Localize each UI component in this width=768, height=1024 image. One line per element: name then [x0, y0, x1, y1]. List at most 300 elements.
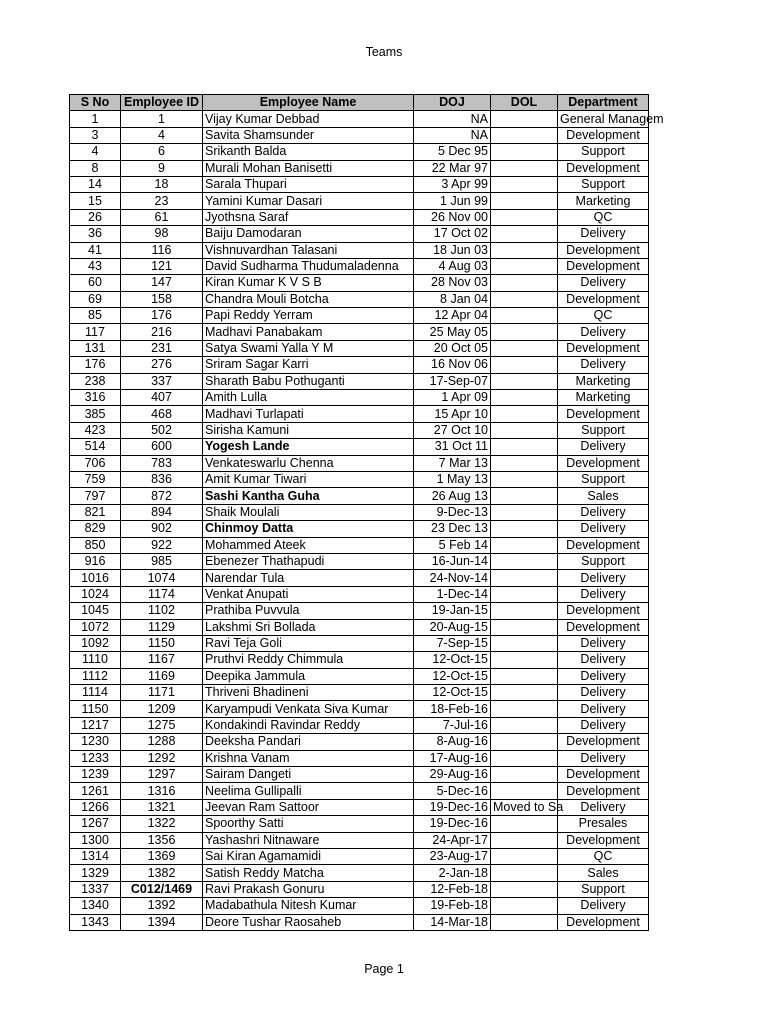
- cell-sno: 1114: [70, 685, 121, 701]
- cell-dol: [491, 242, 558, 258]
- table-row: [70, 209, 649, 225]
- cell-department: Marketing: [558, 193, 649, 209]
- cell-employee-id: 1392: [121, 898, 203, 914]
- cell-department: Development: [558, 783, 649, 799]
- cell-department: Sales: [558, 865, 649, 881]
- cell-employee-name: Vishnuvardhan Talasani: [203, 242, 414, 258]
- header-row: [70, 95, 649, 111]
- cell-department: Support: [558, 881, 649, 897]
- table-body: [70, 111, 664, 931]
- cell-department: Support: [558, 144, 649, 160]
- cell-employee-id: 216: [121, 324, 203, 340]
- cell-doj: 3 Apr 99: [414, 176, 491, 192]
- cell-employee-name: Shaik Moulali: [203, 504, 414, 520]
- cell-employee-name: Deepika Jammula: [203, 668, 414, 684]
- cell-employee-id: 1369: [121, 848, 203, 864]
- cell-sno: 916: [70, 553, 121, 569]
- cell-employee-name: Baiju Damodaran: [203, 226, 414, 242]
- cell-dol: [491, 340, 558, 356]
- cell-department: Delivery: [558, 357, 649, 373]
- cell-sno: 514: [70, 439, 121, 455]
- cell-sno: 829: [70, 521, 121, 537]
- table-row: [70, 553, 649, 569]
- table-row: [70, 701, 649, 717]
- page-title: Teams: [365, 45, 403, 59]
- cell-doj: 7-Sep-15: [414, 635, 491, 651]
- cell-sno: 1092: [70, 635, 121, 651]
- cell-employee-name: Sai Kiran Agamamidi: [203, 848, 414, 864]
- cell-employee-id: 1167: [121, 652, 203, 668]
- cell-sno: 1266: [70, 799, 121, 815]
- cell-employee-id: 407: [121, 390, 203, 406]
- cell-doj: 4 Aug 03: [414, 258, 491, 274]
- cell-dol: [491, 750, 558, 766]
- cell-dol: [491, 914, 558, 930]
- cell-employee-id: 468: [121, 406, 203, 422]
- cell-employee-name: Sairam Dangeti: [203, 767, 414, 783]
- cell-employee-id: 121: [121, 258, 203, 274]
- cell-department: Delivery: [558, 504, 649, 520]
- cell-employee-name: Yamini Kumar Dasari: [203, 193, 414, 209]
- cell-sno: 1217: [70, 717, 121, 733]
- cell-department: Development: [558, 537, 649, 553]
- cell-employee-id: 337: [121, 373, 203, 389]
- cell-dol: [491, 734, 558, 750]
- cell-dol: [491, 471, 558, 487]
- cell-department: Delivery: [558, 521, 649, 537]
- cell-doj: 7 Mar 13: [414, 455, 491, 471]
- cell-employee-id: 276: [121, 357, 203, 373]
- cell-doj: 5 Feb 14: [414, 537, 491, 553]
- cell-doj: 20 Oct 05: [414, 340, 491, 356]
- column-header-doj: DOJ: [414, 95, 491, 111]
- table-row: [70, 848, 649, 864]
- cell-dol: [491, 783, 558, 799]
- cell-dol: [491, 357, 558, 373]
- cell-employee-id: 18: [121, 176, 203, 192]
- cell-sno: 3: [70, 127, 121, 143]
- cell-department: Delivery: [558, 701, 649, 717]
- cell-department: Delivery: [558, 275, 649, 291]
- cell-department: Delivery: [558, 652, 649, 668]
- table-row: [70, 570, 649, 586]
- cell-sno: 316: [70, 390, 121, 406]
- cell-employee-id: 1150: [121, 635, 203, 651]
- table-row: [70, 537, 649, 553]
- cell-dol: [491, 504, 558, 520]
- table-row: [70, 652, 649, 668]
- cell-doj: 1-Dec-14: [414, 586, 491, 602]
- cell-doj: 26 Nov 00: [414, 209, 491, 225]
- table-row: [70, 308, 649, 324]
- cell-doj: 9-Dec-13: [414, 504, 491, 520]
- cell-doj: 24-Nov-14: [414, 570, 491, 586]
- cell-dol: [491, 537, 558, 553]
- cell-employee-name: Yashashri Nitnaware: [203, 832, 414, 848]
- cell-employee-name: Sirisha Kamuni: [203, 422, 414, 438]
- table-row: [70, 357, 649, 373]
- table-row: [70, 816, 649, 832]
- table-row: [70, 144, 649, 160]
- cell-sno: 69: [70, 291, 121, 307]
- cell-sno: 60: [70, 275, 121, 291]
- cell-sno: 1150: [70, 701, 121, 717]
- cell-doj: 18-Feb-16: [414, 701, 491, 717]
- table-row: [70, 373, 649, 389]
- cell-employee-id: 147: [121, 275, 203, 291]
- cell-employee-id: 1209: [121, 701, 203, 717]
- cell-department: Delivery: [558, 750, 649, 766]
- cell-employee-name: Narendar Tula: [203, 570, 414, 586]
- cell-sno: 1239: [70, 767, 121, 783]
- cell-doj: 29-Aug-16: [414, 767, 491, 783]
- cell-dol: [491, 685, 558, 701]
- cell-sno: 1329: [70, 865, 121, 881]
- cell-sno: 385: [70, 406, 121, 422]
- cell-employee-id: 1316: [121, 783, 203, 799]
- table-row: [70, 832, 649, 848]
- cell-employee-id: 1292: [121, 750, 203, 766]
- cell-doj: 19-Dec-16: [414, 816, 491, 832]
- cell-department: Delivery: [558, 668, 649, 684]
- cell-dol: [491, 439, 558, 455]
- cell-employee-id: 1: [121, 111, 203, 127]
- cell-doj: 8-Aug-16: [414, 734, 491, 750]
- cell-sno: 797: [70, 488, 121, 504]
- cell-employee-id: 985: [121, 553, 203, 569]
- cell-employee-name: Thriveni Bhadineni: [203, 685, 414, 701]
- cell-employee-id: 23: [121, 193, 203, 209]
- cell-doj: 19-Jan-15: [414, 603, 491, 619]
- cell-dol: [491, 308, 558, 324]
- cell-employee-name: Pruthvi Reddy Chimmula: [203, 652, 414, 668]
- cell-dol: [491, 422, 558, 438]
- cell-sno: 41: [70, 242, 121, 258]
- cell-employee-name: David Sudharma Thudumaladenna: [203, 258, 414, 274]
- cell-dol: [491, 258, 558, 274]
- cell-department: Delivery: [558, 717, 649, 733]
- cell-employee-name: Satya Swami Yalla Y M: [203, 340, 414, 356]
- cell-doj: 8 Jan 04: [414, 291, 491, 307]
- column-header-dol: DOL: [491, 95, 558, 111]
- cell-dol: [491, 570, 558, 586]
- cell-sno: 1340: [70, 898, 121, 914]
- cell-sno: 131: [70, 340, 121, 356]
- cell-employee-id: 1288: [121, 734, 203, 750]
- cell-employee-id: 502: [121, 422, 203, 438]
- cell-doj: 23-Aug-17: [414, 848, 491, 864]
- cell-dol: [491, 881, 558, 897]
- cell-employee-id: 158: [121, 291, 203, 307]
- table-row: [70, 291, 649, 307]
- cell-department: Development: [558, 160, 649, 176]
- cell-employee-name: Vijay Kumar Debbad: [203, 111, 414, 127]
- cell-department: QC: [558, 308, 649, 324]
- cell-dol: [491, 701, 558, 717]
- cell-doj: NA: [414, 127, 491, 143]
- cell-department: Development: [558, 340, 649, 356]
- cell-dol: [491, 324, 558, 340]
- table-row: [70, 422, 649, 438]
- cell-employee-name: Deeksha Pandari: [203, 734, 414, 750]
- table-row: [70, 914, 649, 930]
- cell-sno: 1343: [70, 914, 121, 930]
- cell-employee-name: Sriram Sagar Karri: [203, 357, 414, 373]
- cell-employee-name: Spoorthy Satti: [203, 816, 414, 832]
- cell-doj: NA: [414, 111, 491, 127]
- column-header-sno: S No: [70, 95, 121, 111]
- cell-sno: 1233: [70, 750, 121, 766]
- cell-department: Delivery: [558, 799, 649, 815]
- cell-employee-id: 1356: [121, 832, 203, 848]
- cell-sno: 14: [70, 176, 121, 192]
- cell-employee-name: Venkat Anupati: [203, 586, 414, 602]
- cell-dol: [491, 488, 558, 504]
- cell-employee-name: Ebenezer Thathapudi: [203, 553, 414, 569]
- cell-sno: 1045: [70, 603, 121, 619]
- cell-department: Development: [558, 127, 649, 143]
- table-row: [70, 176, 649, 192]
- cell-sno: 1024: [70, 586, 121, 602]
- cell-sno: 423: [70, 422, 121, 438]
- cell-employee-name: Kondakindi Ravindar Reddy: [203, 717, 414, 733]
- cell-employee-id: 836: [121, 471, 203, 487]
- table-row: [70, 226, 649, 242]
- cell-employee-name: Jeevan Ram Sattoor: [203, 799, 414, 815]
- cell-employee-id: 98: [121, 226, 203, 242]
- cell-sno: 8: [70, 160, 121, 176]
- cell-department: Development: [558, 619, 649, 635]
- cell-employee-name: Ravi Prakash Gonuru: [203, 881, 414, 897]
- table-row: [70, 799, 649, 815]
- cell-department: QC: [558, 209, 649, 225]
- cell-sno: 821: [70, 504, 121, 520]
- cell-department: Support: [558, 422, 649, 438]
- cell-employee-name: Srikanth Balda: [203, 144, 414, 160]
- cell-doj: 1 Apr 09: [414, 390, 491, 406]
- table-row: [70, 111, 649, 127]
- cell-doj: 26 Aug 13: [414, 488, 491, 504]
- table-row: [70, 898, 649, 914]
- cell-employee-name: Yogesh Lande: [203, 439, 414, 455]
- cell-doj: 12-Feb-18: [414, 881, 491, 897]
- cell-employee-name: Papi Reddy Yerram: [203, 308, 414, 324]
- cell-department: Presales: [558, 816, 649, 832]
- cell-doj: 5-Dec-16: [414, 783, 491, 799]
- table-row: [70, 685, 649, 701]
- cell-employee-name: Sharath Babu Pothuganti: [203, 373, 414, 389]
- teams-table: [69, 94, 664, 931]
- cell-employee-name: Satish Reddy Matcha: [203, 865, 414, 881]
- cell-dol: [491, 275, 558, 291]
- cell-employee-name: Murali Mohan Banisetti: [203, 160, 414, 176]
- cell-employee-id: 61: [121, 209, 203, 225]
- table-row: [70, 881, 649, 897]
- cell-sno: 176: [70, 357, 121, 373]
- cell-dol: [491, 111, 558, 127]
- cell-employee-id: 116: [121, 242, 203, 258]
- cell-sno: 85: [70, 308, 121, 324]
- cell-doj: 7-Jul-16: [414, 717, 491, 733]
- cell-employee-id: 922: [121, 537, 203, 553]
- table-row: [70, 258, 649, 274]
- cell-employee-id: C012/1469: [121, 881, 203, 897]
- column-header-employee-id: Employee ID: [121, 95, 203, 111]
- cell-employee-name: Madabathula Nitesh Kumar: [203, 898, 414, 914]
- cell-department: Development: [558, 767, 649, 783]
- cell-doj: 12-Oct-15: [414, 652, 491, 668]
- cell-employee-id: 231: [121, 340, 203, 356]
- cell-sno: 1110: [70, 652, 121, 668]
- cell-dol: [491, 717, 558, 733]
- cell-dol: [491, 209, 558, 225]
- cell-employee-name: Chandra Mouli Botcha: [203, 291, 414, 307]
- cell-employee-name: Savita Shamsunder: [203, 127, 414, 143]
- cell-employee-name: Madhavi Turlapati: [203, 406, 414, 422]
- table-row: [70, 324, 649, 340]
- table-row: [70, 455, 649, 471]
- cell-sno: 1112: [70, 668, 121, 684]
- cell-dol: [491, 127, 558, 143]
- cell-doj: 27 Oct 10: [414, 422, 491, 438]
- cell-employee-id: 1102: [121, 603, 203, 619]
- page-number: Page 1: [364, 962, 404, 976]
- cell-department: Development: [558, 455, 649, 471]
- cell-dol: [491, 619, 558, 635]
- cell-employee-name: Lakshmi Sri Bollada: [203, 619, 414, 635]
- table-row: [70, 586, 649, 602]
- cell-department: Development: [558, 832, 649, 848]
- cell-department: Delivery: [558, 635, 649, 651]
- cell-doj: 16-Jun-14: [414, 553, 491, 569]
- table-row: [70, 767, 649, 783]
- table-row: [70, 242, 649, 258]
- cell-doj: 1 May 13: [414, 471, 491, 487]
- cell-employee-id: 600: [121, 439, 203, 455]
- cell-sno: 26: [70, 209, 121, 225]
- cell-employee-id: 1297: [121, 767, 203, 783]
- table-row: [70, 160, 649, 176]
- cell-dol: [491, 635, 558, 651]
- cell-department: Development: [558, 603, 649, 619]
- cell-employee-id: 872: [121, 488, 203, 504]
- cell-dol: [491, 455, 558, 471]
- cell-department: Development: [558, 258, 649, 274]
- table-row: [70, 127, 649, 143]
- cell-doj: 18 Jun 03: [414, 242, 491, 258]
- table-row: [70, 340, 649, 356]
- cell-doj: 28 Nov 03: [414, 275, 491, 291]
- cell-employee-name: Neelima Gullipalli: [203, 783, 414, 799]
- cell-doj: 14-Mar-18: [414, 914, 491, 930]
- cell-employee-id: 1074: [121, 570, 203, 586]
- table-row: [70, 439, 649, 455]
- cell-dol: [491, 865, 558, 881]
- table-row: [70, 603, 649, 619]
- table-row: [70, 668, 649, 684]
- cell-sno: 759: [70, 471, 121, 487]
- cell-dol: [491, 848, 558, 864]
- cell-employee-name: Madhavi Panabakam: [203, 324, 414, 340]
- cell-employee-id: 1169: [121, 668, 203, 684]
- cell-sno: 15: [70, 193, 121, 209]
- cell-doj: 20-Aug-15: [414, 619, 491, 635]
- cell-doj: 23 Dec 13: [414, 521, 491, 537]
- cell-department: Delivery: [558, 439, 649, 455]
- cell-employee-name: Chinmoy Datta: [203, 521, 414, 537]
- cell-sno: 238: [70, 373, 121, 389]
- cell-sno: 117: [70, 324, 121, 340]
- cell-employee-id: 4: [121, 127, 203, 143]
- cell-department: Development: [558, 734, 649, 750]
- cell-employee-id: 1382: [121, 865, 203, 881]
- table-row: [70, 619, 649, 635]
- table-row: [70, 865, 649, 881]
- table-row: [70, 471, 649, 487]
- cell-sno: 36: [70, 226, 121, 242]
- table-row: [70, 504, 649, 520]
- table-row: [70, 390, 649, 406]
- cell-employee-id: 6: [121, 144, 203, 160]
- table-row: [70, 734, 649, 750]
- cell-employee-name: Sashi Kantha Guha: [203, 488, 414, 504]
- cell-doj: 17 Oct 02: [414, 226, 491, 242]
- cell-doj: 16 Nov 06: [414, 357, 491, 373]
- cell-employee-name: Jyothsna Saraf: [203, 209, 414, 225]
- cell-employee-id: 894: [121, 504, 203, 520]
- cell-employee-name: Karyampudi Venkata Siva Kumar: [203, 701, 414, 717]
- cell-dol: [491, 816, 558, 832]
- cell-employee-id: 1129: [121, 619, 203, 635]
- cell-doj: 15 Apr 10: [414, 406, 491, 422]
- cell-sno: 1314: [70, 848, 121, 864]
- cell-doj: 24-Apr-17: [414, 832, 491, 848]
- cell-dol: Moved to Sa: [491, 799, 558, 815]
- table-row: [70, 521, 649, 537]
- cell-employee-name: Mohammed Ateek: [203, 537, 414, 553]
- cell-department: Support: [558, 553, 649, 569]
- cell-employee-id: 9: [121, 160, 203, 176]
- cell-employee-id: 1174: [121, 586, 203, 602]
- cell-dol: [491, 390, 558, 406]
- cell-dol: [491, 898, 558, 914]
- cell-department: Marketing: [558, 373, 649, 389]
- cell-department: Sales: [558, 488, 649, 504]
- cell-employee-name: Venkateswarlu Chenna: [203, 455, 414, 471]
- cell-doj: 12-Oct-15: [414, 685, 491, 701]
- cell-doj: 17-Sep-07: [414, 373, 491, 389]
- cell-employee-name: Kiran Kumar K V S B: [203, 275, 414, 291]
- cell-dol: [491, 176, 558, 192]
- cell-department: Support: [558, 176, 649, 192]
- cell-sno: 1267: [70, 816, 121, 832]
- cell-department: Marketing: [558, 390, 649, 406]
- cell-department: Delivery: [558, 898, 649, 914]
- cell-sno: 1261: [70, 783, 121, 799]
- cell-employee-name: Amith Lulla: [203, 390, 414, 406]
- cell-department: Development: [558, 291, 649, 307]
- cell-doj: 31 Oct 11: [414, 439, 491, 455]
- cell-department: Development: [558, 242, 649, 258]
- cell-department: QC: [558, 848, 649, 864]
- cell-sno: 1300: [70, 832, 121, 848]
- cell-doj: 22 Mar 97: [414, 160, 491, 176]
- cell-dol: [491, 160, 558, 176]
- cell-employee-name: Sarala Thupari: [203, 176, 414, 192]
- cell-employee-id: 1275: [121, 717, 203, 733]
- cell-doj: 5 Dec 95: [414, 144, 491, 160]
- cell-employee-name: Krishna Vanam: [203, 750, 414, 766]
